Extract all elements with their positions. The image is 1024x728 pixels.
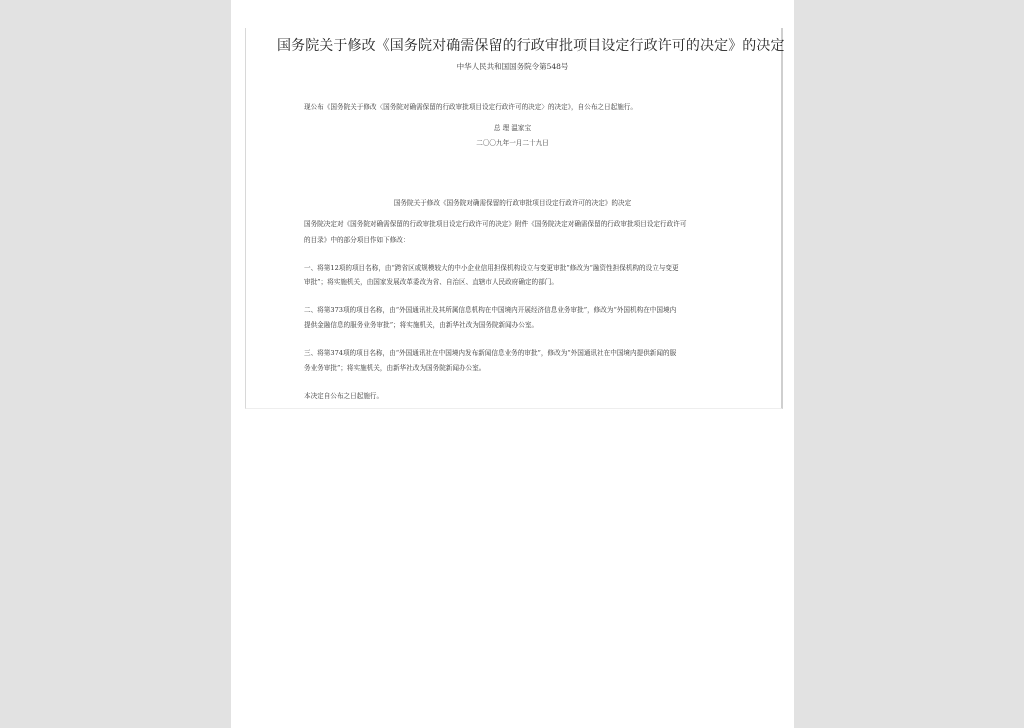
- intro-paragraph-line: 的目录》中的部分项目作如下修改：: [304, 236, 410, 244]
- item-1-line: 审批”；将实施机关，由国家发展改革委改为省、自治区、直辖市人民政府确定的部门。: [304, 278, 558, 286]
- order-number: 中华人民共和国国务院令第548号: [456, 62, 569, 71]
- signing-date: 二〇〇九年一月二十九日: [476, 139, 549, 147]
- closing-text: 本决定自公布之日起施行。: [304, 392, 384, 400]
- item-3-line: 务业务审批”；将实施机关，由新华社改为国务院新闻办公室。: [304, 364, 486, 372]
- document-title: 国务院关于修改《国务院对确需保留的行政审批项目设定行政许可的决定》的决定: [277, 38, 785, 54]
- item-1-line: 一、将第12项的项目名称，由“跨省区或规模较大的中小企业信用担保机构设立与变更审批”修改为“融资性担保机构的设立与变更: [304, 264, 679, 272]
- decision-title: 国务院关于修改《国务院对确需保留的行政审批项目设定行政许可的决定》的决定: [393, 199, 632, 207]
- signature: 总 理 温家宝: [493, 124, 532, 132]
- item-3-line: 三、将第374项的项目名称，由“外国通讯社在中国境内发布新闻信息业务的审批”，修改为“外国通讯社在中国境内提供新闻的服: [304, 349, 677, 357]
- promulgation-text: 现公布《国务院关于修改〈国务院对确需保留的行政审批项目设定行政许可的决定〉的决定》，自公布之日起施行。: [304, 103, 637, 111]
- document-page: [231, 0, 794, 728]
- intro-paragraph-line: 国务院决定对《国务院对确需保留的行政审批项目设定行政许可的决定》附件《国务院决定对确需保留的行政审批项目设定行政许可: [304, 220, 687, 228]
- item-2-line: 二、将第373项的项目名称，由“外国通讯社及其所属信息机构在中国境内开展经济信息业务审批”，修改为“外国机构在中国境内: [304, 306, 677, 314]
- item-2-line: 提供金融信息的服务业务审批”；将实施机关，由新华社改为国务院新闻办公室。: [304, 321, 539, 329]
